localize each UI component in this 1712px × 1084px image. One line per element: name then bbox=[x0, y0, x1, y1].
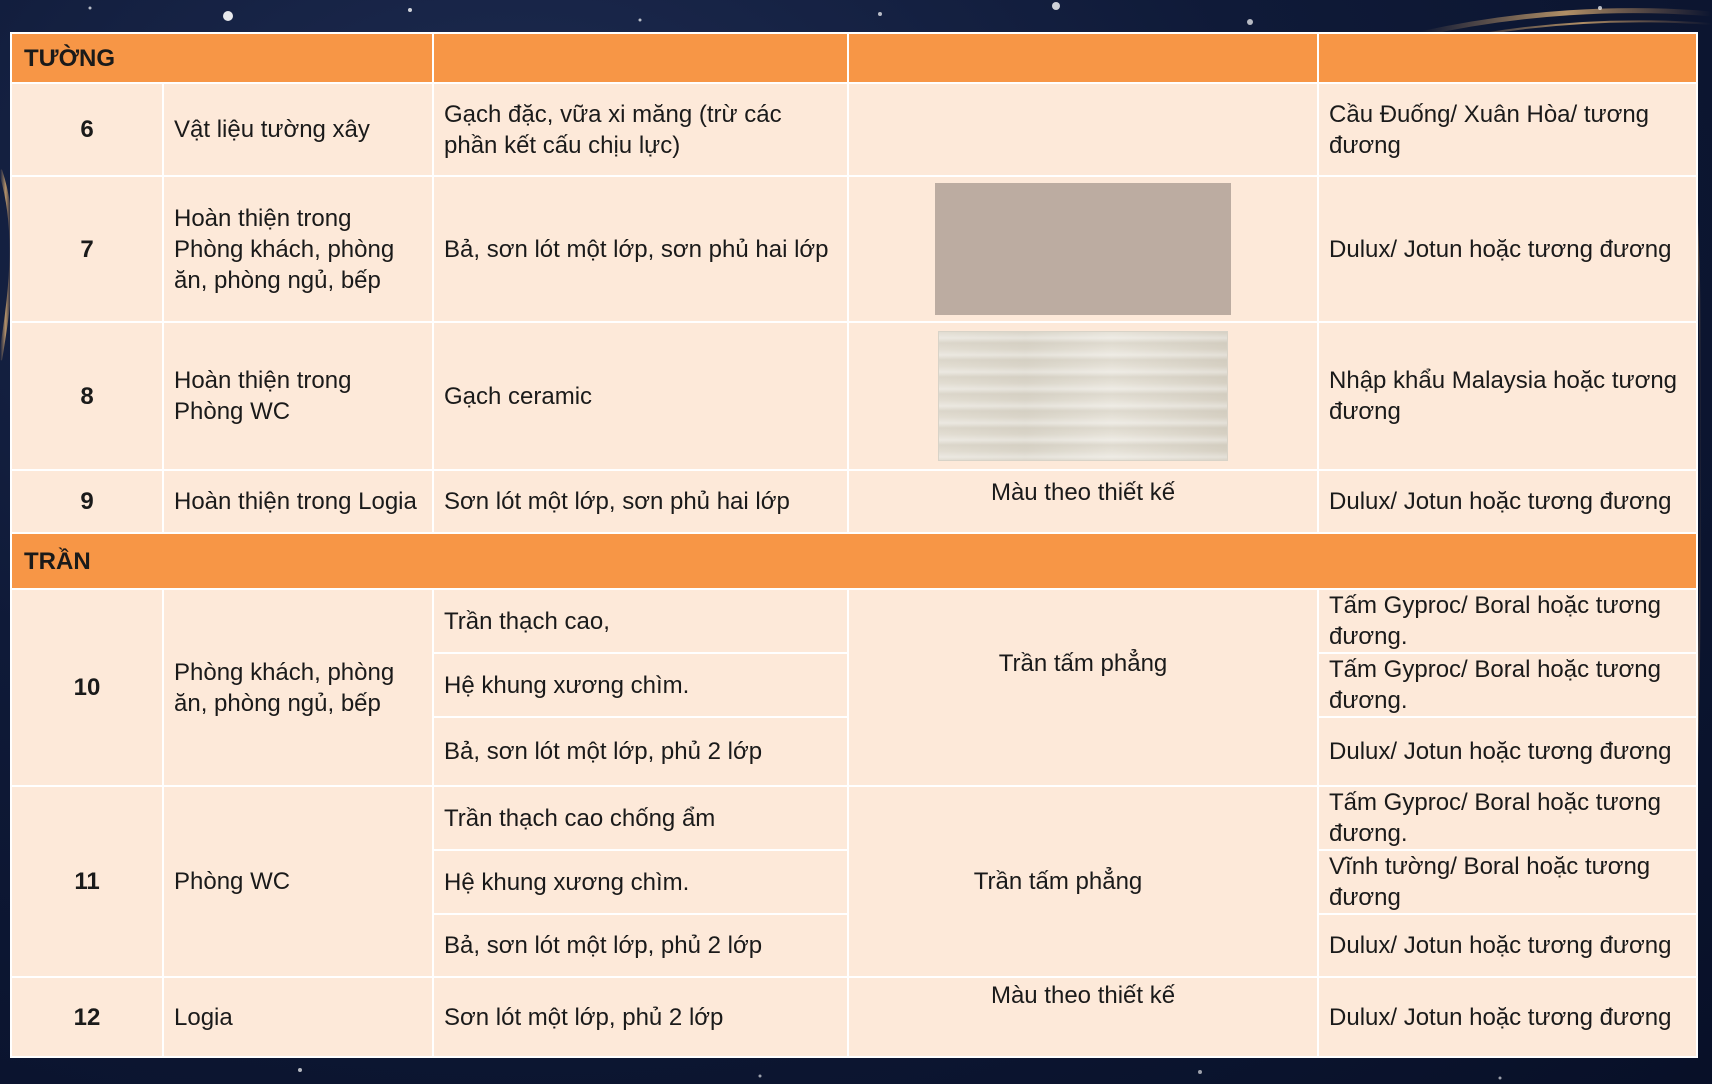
spec-cell: Trần thạch cao, bbox=[433, 589, 848, 653]
sample-cell: Màu theo thiết kế bbox=[848, 977, 1318, 1057]
section-blank-cell bbox=[1318, 33, 1697, 83]
row-number: 11 bbox=[11, 786, 163, 977]
sample-cell bbox=[848, 322, 1318, 470]
spec-cell: Hệ khung xương chìm. bbox=[433, 653, 848, 717]
materials-spec-table bbox=[10, 32, 1698, 1058]
item-cell: Hoàn thiện trong Phòng WC bbox=[163, 322, 433, 470]
section-blank-cell bbox=[433, 33, 848, 83]
table-row bbox=[11, 176, 1697, 322]
row-number: 8 bbox=[11, 322, 163, 470]
table-row bbox=[11, 470, 1697, 533]
table-row bbox=[11, 589, 1697, 653]
section-row-ceiling bbox=[11, 533, 1697, 589]
spec-cell: Bả, sơn lót một lớp, sơn phủ hai lớp bbox=[433, 176, 848, 322]
spec-cell: Trần thạch cao chống ẩm bbox=[433, 786, 848, 850]
brand-cell: Tấm Gyproc/ Boral hoặc tương đương. bbox=[1318, 653, 1697, 717]
item-cell: Hoàn thiện trong Phòng khách, phòng ăn, phòng ngủ, bếp bbox=[163, 176, 433, 322]
table-row bbox=[11, 977, 1697, 1057]
row-number: 7 bbox=[11, 176, 163, 322]
brand-cell: Dulux/ Jotun hoặc tương đương bbox=[1318, 470, 1697, 533]
sample-cell bbox=[848, 176, 1318, 322]
spec-cell: Bả, sơn lót một lớp, phủ 2 lớp bbox=[433, 914, 848, 977]
section-title-ceiling: TRẦN bbox=[11, 533, 1697, 589]
item-cell: Logia bbox=[163, 977, 433, 1057]
sample-cell: Trần tấm phẳng bbox=[848, 786, 1318, 977]
row-number: 9 bbox=[11, 470, 163, 533]
spec-cell: Sơn lót một lớp, sơn phủ hai lớp bbox=[433, 470, 848, 533]
spec-cell: Sơn lót một lớp, phủ 2 lớp bbox=[433, 977, 848, 1057]
table-row bbox=[11, 786, 1697, 850]
sample-cell: Màu theo thiết kế bbox=[848, 470, 1318, 533]
brand-cell: Tấm Gyproc/ Boral hoặc tương đương. bbox=[1318, 589, 1697, 653]
item-cell: Vật liệu tường xây bbox=[163, 83, 433, 176]
brand-cell: Vĩnh tường/ Boral hoặc tương đương bbox=[1318, 850, 1697, 914]
row-number: 10 bbox=[11, 589, 163, 786]
section-title-wall: TƯỜNG bbox=[11, 33, 433, 83]
spec-cell: Bả, sơn lót một lớp, phủ 2 lớp bbox=[433, 717, 848, 786]
item-cell: Hoàn thiện trong Logia bbox=[163, 470, 433, 533]
paint-color-swatch bbox=[935, 183, 1231, 315]
brand-cell: Dulux/ Jotun hoặc tương đương bbox=[1318, 914, 1697, 977]
brand-cell: Dulux/ Jotun hoặc tương đương bbox=[1318, 977, 1697, 1057]
spec-cell: Gạch ceramic bbox=[433, 322, 848, 470]
brand-cell: Nhập khẩu Malaysia hoặc tương đương bbox=[1318, 322, 1697, 470]
sample-cell bbox=[848, 83, 1318, 176]
brand-cell: Dulux/ Jotun hoặc tương đương bbox=[1318, 717, 1697, 786]
brand-cell: Tấm Gyproc/ Boral hoặc tương đương. bbox=[1318, 786, 1697, 850]
item-cell: Phòng WC bbox=[163, 786, 433, 977]
table-row bbox=[11, 322, 1697, 470]
item-cell: Phòng khách, phòng ăn, phòng ngủ, bếp bbox=[163, 589, 433, 786]
spec-cell: Gạch đặc, vữa xi măng (trừ các phần kết cấu chịu lực) bbox=[433, 83, 848, 176]
section-row-wall bbox=[11, 33, 1697, 83]
sample-cell: Trần tấm phẳng bbox=[848, 589, 1318, 786]
section-blank-cell bbox=[848, 33, 1318, 83]
table-row bbox=[11, 83, 1697, 176]
row-number: 12 bbox=[11, 977, 163, 1057]
ceramic-tile-swatch bbox=[939, 332, 1227, 460]
row-number: 6 bbox=[11, 83, 163, 176]
brand-cell: Cầu Đuống/ Xuân Hòa/ tương đương bbox=[1318, 83, 1697, 176]
brand-cell: Dulux/ Jotun hoặc tương đương bbox=[1318, 176, 1697, 322]
spec-cell: Hệ khung xương chìm. bbox=[433, 850, 848, 914]
